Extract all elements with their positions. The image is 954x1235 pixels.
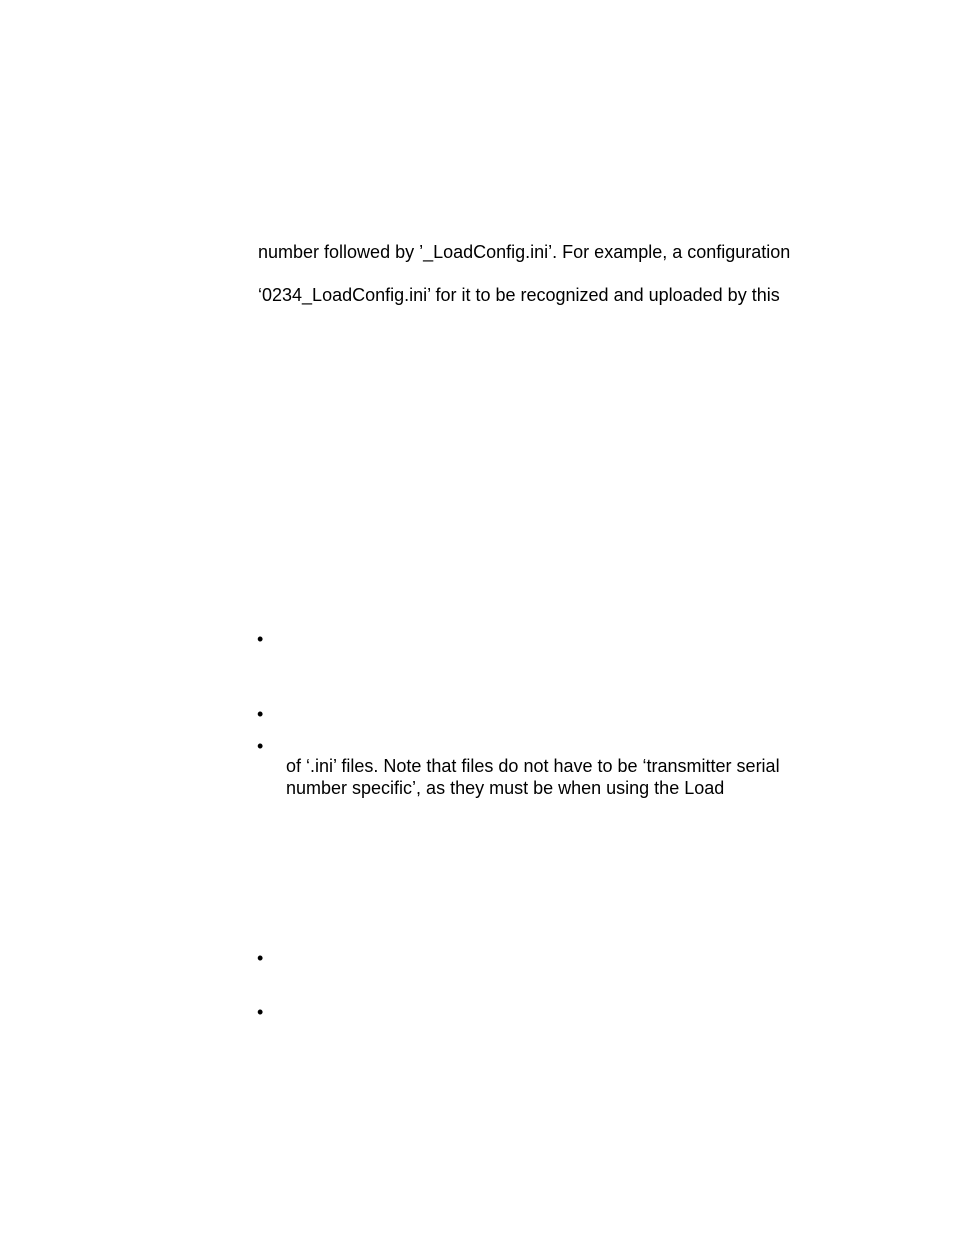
- bullet-text-line: number specific’, as they must be when using the Load: [286, 778, 725, 798]
- bullet-text-line: of ‘.ini’ files. Note that files do not have to be ‘transmitter serial: [286, 756, 780, 776]
- bullet-icon: •: [257, 948, 264, 968]
- bullet-icon: •: [257, 629, 264, 649]
- paragraph-line: ‘0234_LoadConfig.ini’ for it to be recognized and uploaded by this: [258, 285, 780, 305]
- bullet-icon: •: [257, 736, 264, 756]
- bullet-icon: •: [257, 1002, 264, 1022]
- bullet-icon: •: [257, 704, 264, 724]
- paragraph-line: number followed by ’_LoadConfig.ini’. For example, a configuration: [258, 242, 791, 262]
